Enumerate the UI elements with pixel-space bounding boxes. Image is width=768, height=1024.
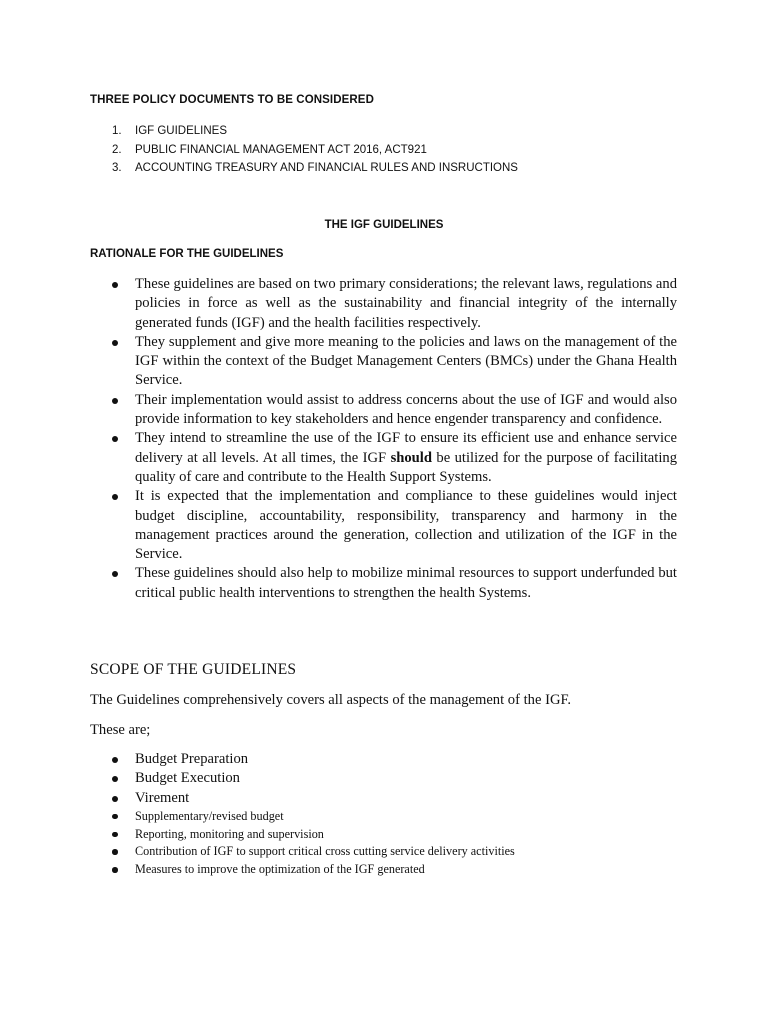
bullet-icon	[112, 757, 118, 763]
bullet-icon	[112, 814, 118, 820]
scope-list-item	[90, 826, 690, 844]
rationale-item-text: They intend to streamline the use of the IGF to ensure its efficient use and enhance service delivery at all levels. At all times, the IGF	[135, 430, 677, 466]
bullet-icon	[112, 282, 118, 288]
rationale-list-item	[90, 391, 677, 430]
scope-item-text: Budget Execution	[135, 770, 240, 787]
scope-list	[90, 750, 690, 879]
policy-documents-heading: THREE POLICY DOCUMENTS TO BE CONSIDERED	[90, 94, 374, 106]
rationale-list-item	[90, 487, 677, 564]
bullet-icon	[112, 849, 118, 855]
scope-list-item	[90, 750, 690, 769]
rationale-heading: RATIONALE FOR THE GUIDELINES	[90, 248, 284, 260]
bullet-icon	[112, 571, 118, 577]
rationale-item-text: These guidelines are based on two primary considerations; the relevant laws, regulations and policies in force as well as the sustainability and financial integrity of the internally generated funds (IGF) and the health facilities respectively.	[135, 276, 677, 331]
rationale-item-text: be utilized for the purpose of facilitating quality of care and contribute to the Health Support Systems.	[135, 449, 677, 485]
rationale-list-item	[90, 564, 677, 603]
scope-paragraph: The Guidelines comprehensively covers all aspects of the management of the IGF.	[90, 692, 572, 708]
rationale-item-text: These guidelines should also help to mobilize minimal resources to support underfunded but critical public health interventions to strengthen the health Systems.	[135, 565, 677, 601]
bullet-icon	[112, 832, 118, 838]
rationale-item-text: They supplement and give more meaning to the policies and laws on the management of the IGF within the context of the Budget Management Centers (BMCs) under the Ghana Health Service.	[135, 333, 677, 389]
list-number: 1.	[112, 125, 122, 137]
scope-item-text: Supplementary/revised budget	[135, 808, 284, 823]
scope-list-item	[90, 789, 690, 808]
bullet-icon	[112, 340, 118, 346]
policy-list-item	[90, 159, 690, 178]
scope-list-item	[90, 808, 690, 826]
bullet-icon	[112, 776, 118, 782]
policy-documents-list	[90, 122, 690, 178]
rationale-item-text: It is expected that the implementation and compliance to these guidelines would inject budget discipline, accountability, responsibility, transparency and harmony in the management practices around the generation, collection and utilization of the IGF in the Service.	[135, 488, 677, 563]
scope-item-text: Reporting, monitoring and supervision	[135, 826, 324, 841]
scope-list-item	[90, 769, 690, 788]
list-number: 2.	[112, 143, 122, 156]
rationale-list	[90, 275, 677, 603]
bullet-icon	[112, 398, 118, 404]
scope-heading: SCOPE OF THE GUIDELINES	[90, 661, 297, 678]
list-number: 3.	[112, 162, 122, 175]
rationale-item-text: Their implementation would assist to address concerns about the use of IGF and would also provide information to key stakeholders and hence engender transparency and confidence.	[135, 391, 677, 428]
emphasis-should: should	[390, 449, 432, 466]
scope-list-item	[90, 843, 690, 861]
policy-item-text: ACCOUNTING TREASURY AND FINANCIAL RULES AND INSRUCTIONS	[135, 162, 518, 175]
rationale-list-item	[90, 275, 677, 333]
rationale-list-item	[90, 333, 677, 391]
policy-list-item	[90, 141, 690, 160]
bullet-icon	[112, 436, 118, 442]
scope-item-text: Measures to improve the optimization of the IGF generated	[135, 862, 425, 877]
scope-item-text: Contribution of IGF to support critical cross cutting service delivery activities	[135, 844, 515, 859]
policy-item-text: IGF GUIDELINES	[135, 125, 228, 137]
scope-item-text: Virement	[135, 789, 190, 806]
these-are-text: These are;	[90, 722, 151, 738]
scope-item-text: Budget Preparation	[135, 751, 249, 767]
bullet-icon	[112, 867, 118, 873]
policy-item-text: PUBLIC FINANCIAL MANAGEMENT ACT 2016, ACT921	[135, 143, 427, 156]
rationale-list-item	[90, 429, 677, 487]
bullet-icon	[112, 494, 118, 500]
igf-guidelines-title: THE IGF GUIDELINES	[324, 219, 444, 231]
bullet-icon	[112, 796, 118, 802]
policy-list-item	[90, 122, 690, 141]
scope-list-item	[90, 861, 690, 879]
